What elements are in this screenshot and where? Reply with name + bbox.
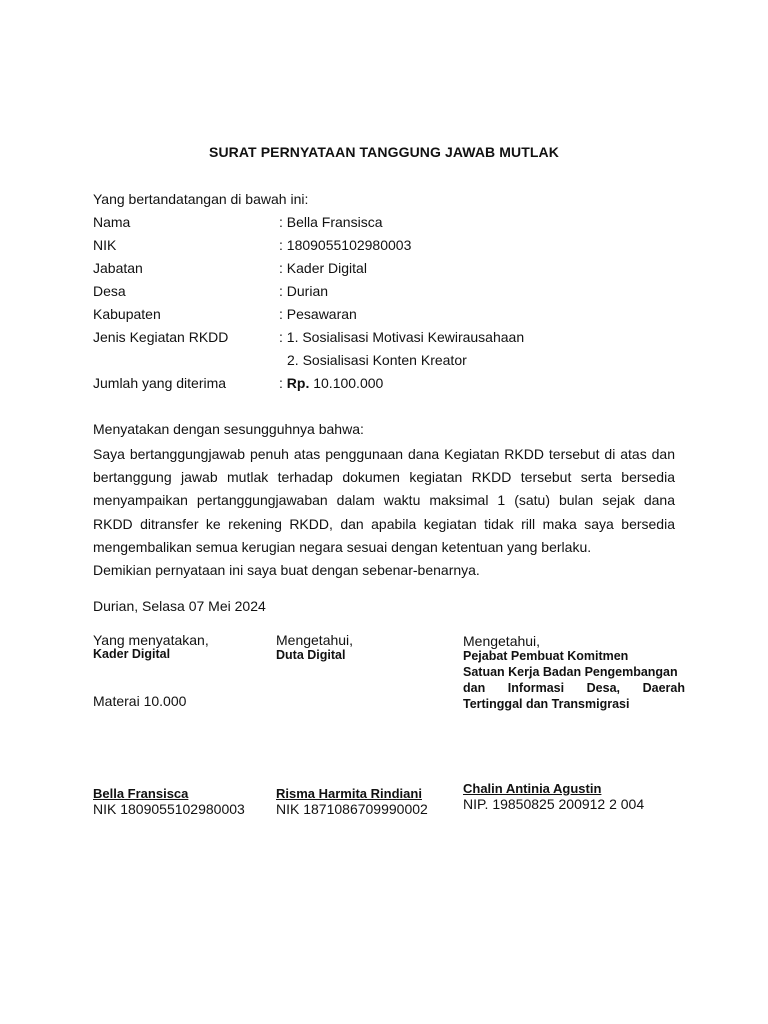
statement-paragraph [93, 443, 675, 582]
field-label-jenis-kegiatan: Jenis Kegiatan RKDD [93, 329, 229, 345]
field-value-nik: : 1809055102980003 [279, 237, 412, 253]
witness2-role-line: Pejabat Pembuat Komitmen [463, 649, 629, 663]
declarant-heading: Yang menyatakan, [93, 632, 209, 648]
declarant-name: Bella Fransisca [93, 786, 189, 801]
materai-label: Materai 10.000 [93, 693, 187, 709]
jumlah-amount: 10.100.000 [309, 375, 384, 391]
jumlah-prefix: : [279, 375, 287, 391]
witness1-role: Duta Digital [276, 648, 346, 662]
place-date: Durian, Selasa 07 Mei 2024 [93, 598, 266, 614]
field-value-nama: : Bella Fransisca [279, 214, 383, 230]
field-label-nik: NIK [93, 237, 117, 253]
document-title: SURAT PERNYATAAN TANGGUNG JAWAB MUTLAK [209, 144, 559, 160]
statement-line: menyampaikan pertanggungjawaban dalam waktu maksimal 1 (satu) bulan sejak dana [93, 492, 675, 509]
witness1-name: Risma Harmita Rindiani [276, 786, 422, 801]
witness2-name: Chalin Antinia Agustin [463, 781, 602, 796]
field-label-jabatan: Jabatan [93, 260, 143, 276]
field-value-jabatan: : Kader Digital [279, 260, 367, 276]
currency-label: Rp. [286, 375, 310, 391]
declarant-nik: NIK 1809055102980003 [93, 801, 245, 817]
statement-line: RKDD ditransfer ke rekening RKDD, dan apabila kegiatan tidak rill maka saya bersedia [93, 515, 675, 532]
statement-line: mengembalikan semua kerugian negara sesuai dengan ketentuan yang berlaku. [93, 538, 592, 555]
witness2-heading: Mengetahui, [463, 633, 541, 649]
statement-intro: Menyatakan dengan sesungguhnya bahwa: [93, 421, 364, 437]
witness2-nip: NIP. 19850825 200912 2 004 [463, 796, 645, 812]
witness2-role-line: Satuan Kerja Badan Pengembangan [463, 665, 678, 679]
declarant-role: Kader Digital [93, 647, 171, 661]
closing-sentence: Demikian pernyataan ini saya buat dengan sebenar-benarnya. [93, 562, 480, 579]
field-value-desa: : Durian [279, 283, 329, 299]
field-value-kegiatan-2: 2. Sosialisasi Konten Kreator [287, 352, 467, 368]
field-label-desa: Desa [93, 283, 126, 299]
witness2-role [463, 648, 685, 712]
witness1-heading: Mengetahui, [276, 632, 354, 648]
witness1-nik: NIK 1871086709990002 [276, 801, 428, 817]
statement-line: bertanggung jawab mutlak terhadap dokumen kegiatan RKDD tersebut serta bersedia [93, 469, 675, 486]
field-label-kabupaten: Kabupaten [93, 306, 161, 322]
field-label-jumlah: Jumlah yang diterima [93, 375, 227, 391]
intro-text: Yang bertandatangan di bawah ini: [93, 191, 309, 207]
statement-line: Saya bertanggungjawab penuh atas penggunaan dana Kegiatan RKDD tersebut di atas dan [93, 446, 675, 462]
field-label-nama: Nama [93, 214, 131, 230]
field-value-kegiatan-1: : 1. Sosialisasi Motivasi Kewirausahaan [279, 329, 525, 345]
witness2-role-line: Tertinggal dan Transmigrasi [463, 697, 630, 711]
witness2-role-line: dan Informasi Desa, Daerah [463, 681, 685, 695]
field-value-jumlah [279, 375, 383, 391]
field-value-kabupaten: : Pesawaran [279, 306, 357, 322]
